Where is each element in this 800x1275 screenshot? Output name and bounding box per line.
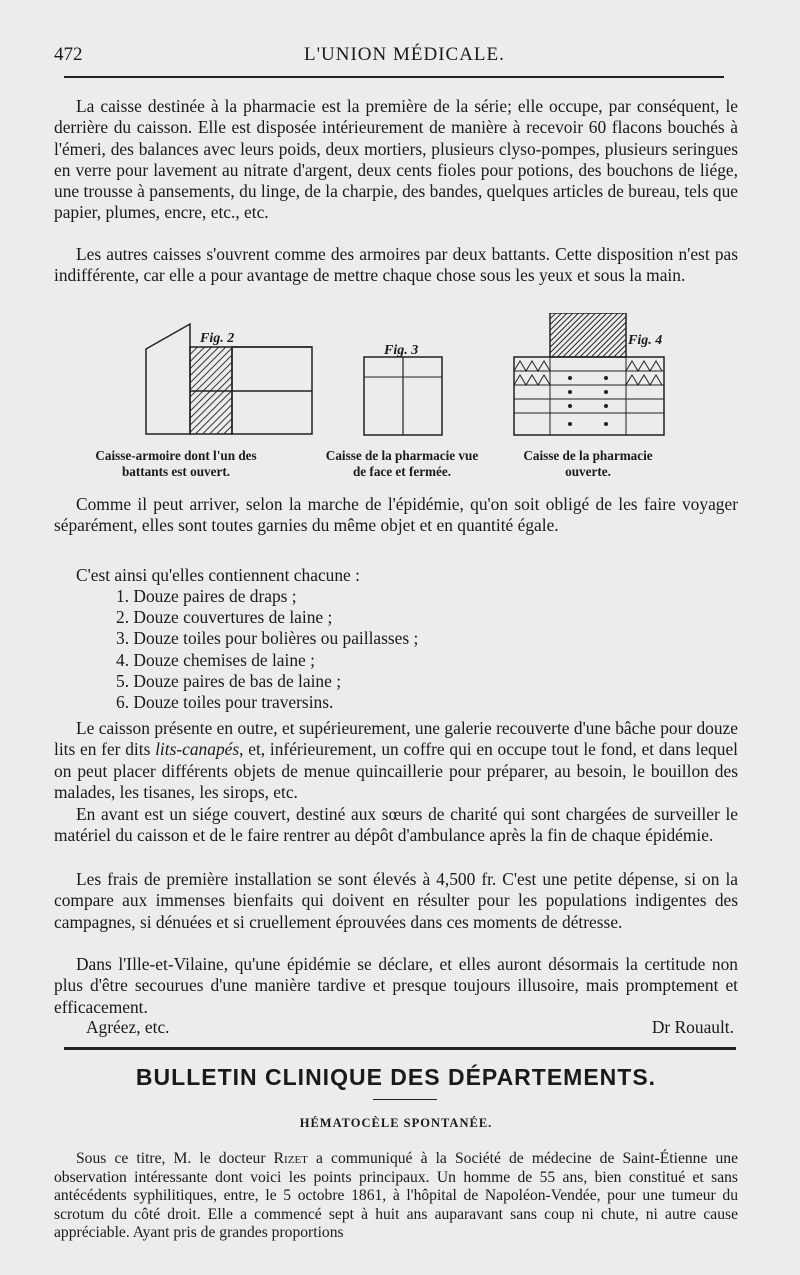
- section-rule: [64, 1047, 736, 1050]
- header-rule: [64, 76, 724, 78]
- figure-4-caption: [498, 448, 678, 480]
- caption-line: Caisse de la pharmacie: [523, 448, 653, 463]
- paragraph-text: La caisse destinée à la pharmacie est la première de la série; elle occupe, par conséquent, le derrière du caisson. Elle est disposée intérieurement de manière à recevoir 60 flacons bouchés à l'émeri, des balances avec leurs poids, deux mortiers, plusieurs clyso-pompes, plusieurs seringues en verre pour lavement au nitrate d'argent, deux cents fioles pour potions, des bouchons de liége, une trousse à pansements, du linge, de la charpie, des bandes, quelques articles de bureau, tels que papier, plumes, encre, etc., etc.: [54, 96, 738, 223]
- paragraph-pharmacy-box: [54, 96, 738, 224]
- paragraph-separate-travel: [54, 494, 738, 537]
- paragraph-contents-intro: [54, 565, 738, 586]
- figure-3: [358, 329, 448, 437]
- text-run: , et, inférieurement, un coffre qui en occupe tout le fond, et dans lequel on peut placer différents objets de menue quincaillerie pour préparer, au besoin, le bouillon des malades, les tisanes, les sirops, etc.: [54, 739, 738, 802]
- italic-term: lits-canapés: [155, 739, 240, 760]
- figure-3-label: Fig. 3: [384, 343, 419, 358]
- signature: Dr Rouault.: [651, 1017, 734, 1037]
- figure-2-label: Fig. 2: [200, 331, 235, 346]
- closing-line: [54, 1017, 738, 1039]
- text-run: a communiqué à la Société de médecine de Saint-Étienne une observation intéressante dont voici les points principaux. Un homme de 55 ans, bien constitué et sans antécédents syphilitiques, entre, le 5 octobre 1861, à l'hôpital de Napoléon-Vendée, pour une tumeur du scrotum du côté droit. Elle a commencé sept à huit ans auparavant sans coup ni chute, ni autre cause appréciable. Ayant pris de grandes proportions: [54, 1150, 739, 1242]
- list-item: 1. Douze paires de draps ;: [116, 586, 297, 606]
- caption-line: de face et fermée.: [352, 464, 452, 479]
- paragraph-text: En avant est un siége couvert, destiné aux sœurs de charité qui sont chargées de surveiller le matériel du caisson et de le faire rentrer au dépôt d'ambulance après la fin de chaque épidémie.: [54, 804, 738, 846]
- paragraph-text: Les autres caisses s'ouvrent comme des armoires par deux battants. Cette disposition n'est pas indifférente, car elle a pour avantage de mettre chaque chose sous les yeux et sous la main.: [54, 244, 738, 286]
- paragraph-costs: [54, 869, 738, 933]
- paragraph-text: [54, 718, 738, 803]
- list-item: 4. Douze chemises de laine ;: [116, 649, 315, 670]
- caption-line: Caisse-armoire dont l'un des: [95, 448, 257, 463]
- text-run: Sous ce titre, M. le docteur: [76, 1150, 274, 1167]
- paragraph-other-boxes: [54, 244, 738, 287]
- paragraph-ille-et-vilaine: [54, 954, 738, 1018]
- caption-line: battants est ouvert.: [121, 464, 231, 479]
- paragraph-hematocele: [54, 1150, 738, 1243]
- paragraph-seat: [54, 804, 738, 847]
- list-item: 2. Douze couvertures de laine ;: [116, 607, 333, 628]
- paragraph-text: C'est ainsi qu'elles contiennent chacune :: [76, 565, 360, 585]
- caption-line: Caisse de la pharmacie vue: [325, 448, 479, 463]
- figure-4-drawing: [510, 313, 670, 437]
- contents-list: [116, 586, 516, 713]
- author-name: Rizet: [273, 1150, 308, 1167]
- figure-3-caption: [302, 448, 502, 480]
- paragraph-text: Dans l'Ille-et-Vilaine, qu'une épidémie se déclare, et elles auront désormais la certitude non plus d'être secourues d'une manière tardive et presque toujours illusoire, mais promptement et efficacement.: [54, 954, 738, 1017]
- figure-2: [140, 319, 320, 437]
- journal-title: L'UNION MÉDICALE.: [304, 44, 505, 65]
- paragraph-text: [54, 1150, 738, 1243]
- page-number: 472: [54, 44, 83, 65]
- paragraph-caisson-gallery: [54, 718, 738, 803]
- paragraph-text: Les frais de première installation se sont élevés à 4,500 fr. C'est une petite dépense, si on la compare aux immenses bienfaits qui doivent en résulter pour les populations indigentes des campagnes, si dénuées et si cruellement éprouvées dans ces moments de détresse.: [54, 869, 738, 932]
- subtitle-rule: [373, 1099, 437, 1100]
- figure-4: [510, 313, 670, 437]
- article-subtitle: HÉMATOCÈLE SPONTANÉE.: [299, 1116, 493, 1130]
- figure-2-caption: [76, 448, 276, 480]
- list-item: 3. Douze toiles pour bolières ou paillasses ;: [116, 628, 419, 649]
- list-item: 5. Douze paires de bas de laine ;: [116, 670, 342, 691]
- list-item: 6. Douze toiles pour traversins.: [116, 692, 334, 713]
- caption-line: ouverte.: [565, 464, 611, 479]
- section-title: BULLETIN CLINIQUE DES DÉPARTEMENTS.: [135, 1064, 657, 1090]
- greeting: Agréez, etc.: [86, 1017, 170, 1037]
- text-run: Le caisson présente en outre, et supérieurement, une galerie recouverte d'une bâche pour douze lits en fer dits: [54, 718, 738, 760]
- running-head: [54, 44, 738, 72]
- figure-4-label: Fig. 4: [628, 333, 663, 348]
- paragraph-text: Comme il peut arriver, selon la marche de l'épidémie, qu'on soit obligé de les faire voyager séparément, elles sont toutes garnies du même objet et en quantité égale.: [54, 494, 738, 536]
- figures-row: [54, 313, 744, 483]
